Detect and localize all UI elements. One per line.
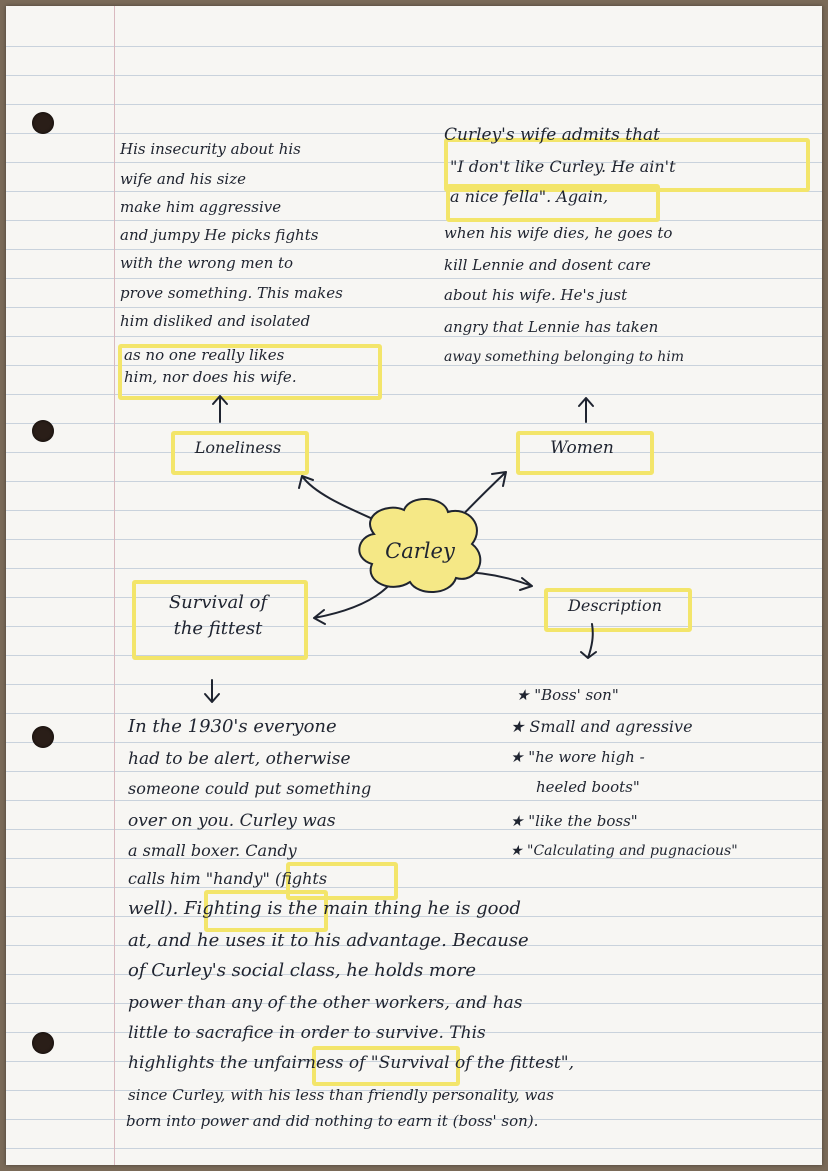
women-line: a nice fella". Again, bbox=[450, 187, 609, 206]
mind-map-overlay bbox=[6, 6, 822, 1165]
description-item: ★ "Calculating and pugnacious" bbox=[510, 843, 738, 859]
survival-line: a small boxer. Candy bbox=[128, 841, 297, 860]
arrow-down-survival-icon bbox=[205, 680, 219, 702]
node-loneliness: Loneliness bbox=[194, 438, 282, 457]
arrow-down-description-icon bbox=[581, 624, 596, 658]
node-women: Women bbox=[550, 438, 614, 458]
women-line: "I don't like Curley. He ain't bbox=[450, 157, 676, 176]
node-description: Description bbox=[568, 596, 662, 615]
survival-line: In the 1930's everyone bbox=[128, 716, 337, 737]
survival-line: of Curley's social class, he holds more bbox=[128, 960, 477, 981]
women-line: angry that Lennie has taken bbox=[444, 318, 659, 336]
loneliness-line: wife and his size bbox=[120, 170, 247, 188]
node-survival-line1: Survival of bbox=[168, 592, 268, 613]
arrow-up-women-icon bbox=[579, 398, 593, 422]
survival-line: little to sacrafice in order to survive. This bbox=[128, 1023, 486, 1043]
survival-line: someone could put something bbox=[128, 779, 372, 798]
survival-line: had to be alert, otherwise bbox=[128, 749, 351, 769]
loneliness-line: prove something. This makes bbox=[120, 284, 343, 302]
arrow-up-loneliness-icon bbox=[213, 396, 227, 422]
description-item: ★ Small and agressive bbox=[510, 717, 693, 736]
survival-line: well). Fighting is the main thing he is good bbox=[128, 898, 521, 919]
survival-line: since Curley, with his less than friendly personality, was bbox=[128, 1086, 554, 1104]
survival-line: highlights the unfairness of "Survival of the fittest", bbox=[128, 1053, 574, 1073]
description-item: heeled boots" bbox=[536, 778, 640, 796]
loneliness-line: with the wrong men to bbox=[120, 254, 294, 272]
women-line: about his wife. He's just bbox=[444, 286, 628, 304]
loneliness-line: make him aggressive bbox=[120, 198, 282, 216]
survival-line: born into power and did nothing to earn it (boss' son). bbox=[126, 1112, 539, 1130]
node-survival-line2: the fittest bbox=[173, 618, 263, 639]
loneliness-line: His insecurity about his bbox=[120, 140, 301, 158]
notebook-page bbox=[6, 6, 822, 1165]
description-item: ★ "Boss' son" bbox=[516, 686, 619, 704]
loneliness-line: him, nor does his wife. bbox=[124, 368, 297, 386]
description-item: ★ "like the boss" bbox=[510, 812, 638, 830]
arrow-to-survival-icon bbox=[314, 582, 392, 624]
survival-line: at, and he uses it to his advantage. Because bbox=[128, 930, 529, 951]
women-line: away something belonging to him bbox=[444, 349, 685, 365]
survival-line: over on you. Curley was bbox=[128, 811, 336, 831]
loneliness-line: and jumpy He picks fights bbox=[120, 226, 319, 244]
description-item: ★ "he wore high - bbox=[510, 748, 645, 766]
women-line: when his wife dies, he goes to bbox=[444, 224, 673, 242]
women-line: Curley's wife admits that bbox=[444, 125, 661, 145]
survival-line: power than any of the other workers, and has bbox=[128, 993, 523, 1013]
women-line: kill Lennie and dosent care bbox=[444, 256, 651, 274]
loneliness-line: as no one really likes bbox=[124, 346, 285, 364]
survival-line: calls him "handy" (fights bbox=[128, 869, 328, 888]
center-label: Carley bbox=[385, 539, 455, 563]
loneliness-line: him disliked and isolated bbox=[120, 312, 311, 330]
